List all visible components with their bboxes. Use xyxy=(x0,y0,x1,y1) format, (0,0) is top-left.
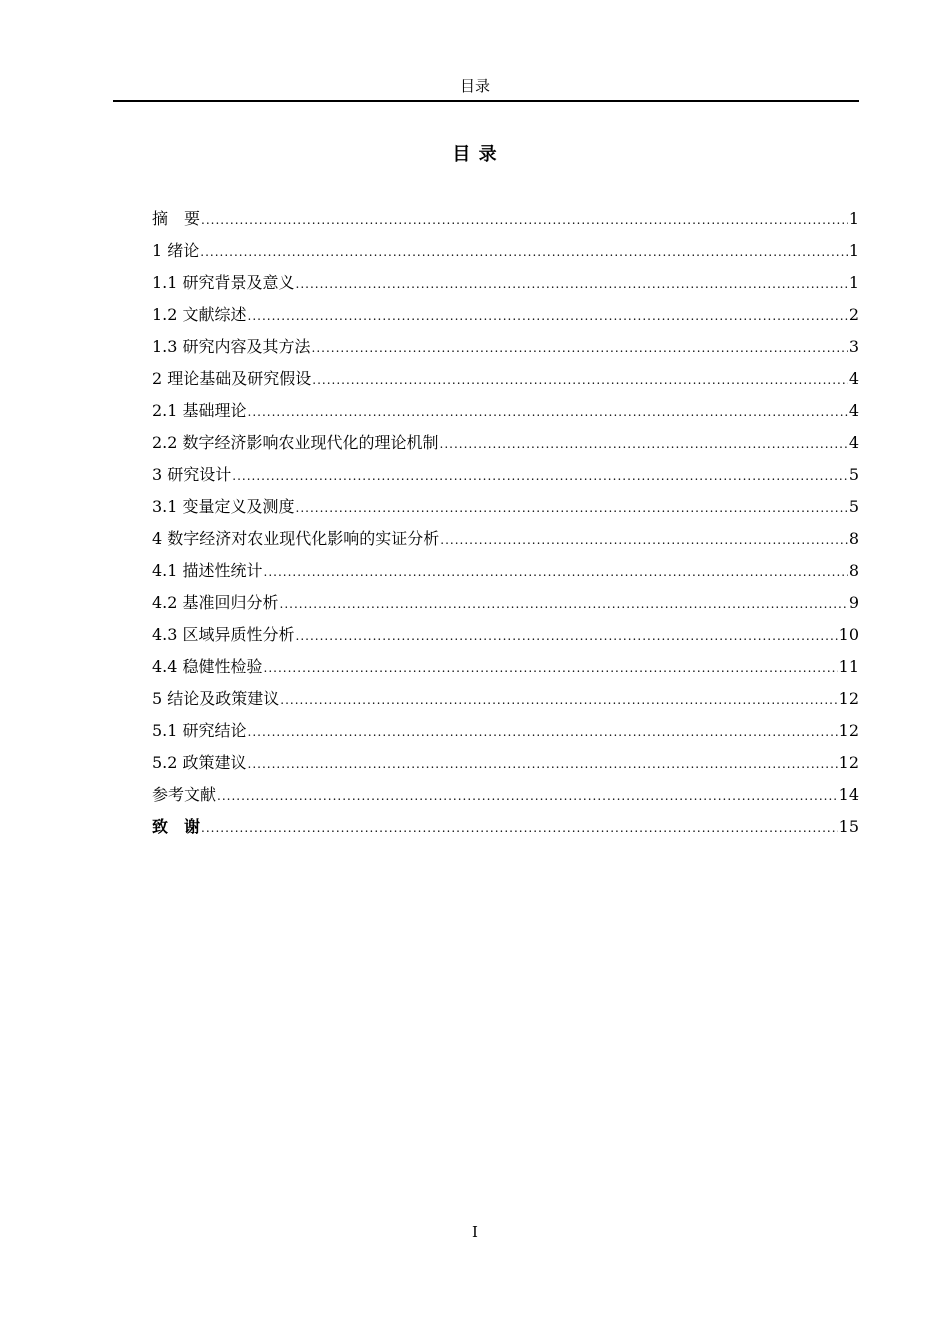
toc-leader-dots xyxy=(440,523,848,555)
toc-entry-page: 14 xyxy=(838,785,859,804)
toc-entry-page: 15 xyxy=(838,817,859,836)
page-number: I xyxy=(472,1223,478,1241)
toc-entry-section-1-3[interactable] xyxy=(152,331,859,363)
toc-entry-label: 1.3 研究内容及其方法 xyxy=(152,337,311,356)
toc-entry-page: 12 xyxy=(838,753,859,772)
toc-entry-label: 3 研究设计 xyxy=(152,465,232,484)
toc-entry-page: 8 xyxy=(848,529,859,548)
toc-entry-page: 4 xyxy=(848,401,859,420)
toc-entry-label: 3.1 变量定义及测度 xyxy=(152,497,295,516)
toc-entry-label: 4.3 区域异质性分析 xyxy=(152,625,295,644)
toc-leader-dots xyxy=(296,619,838,651)
toc-entry-label: 5 结论及政策建议 xyxy=(152,689,280,708)
toc-entry-chapter-2[interactable] xyxy=(152,363,859,395)
toc-entry-section-1-1[interactable] xyxy=(152,267,859,299)
toc-entry-label: 5.1 研究结论 xyxy=(152,721,247,740)
toc-entry-page: 4 xyxy=(848,369,859,388)
running-header: 目录 xyxy=(459,77,490,95)
toc-leader-dots xyxy=(201,203,848,235)
toc-entry-acknowledgements[interactable] xyxy=(152,811,859,843)
header-rule xyxy=(113,100,859,102)
toc-entry-label: 2.1 基础理论 xyxy=(152,401,247,420)
toc-leader-dots xyxy=(264,555,848,587)
toc-leader-dots xyxy=(248,715,838,747)
toc-entry-chapter-3[interactable] xyxy=(152,459,859,491)
toc-leader-dots xyxy=(217,779,838,811)
table-of-contents xyxy=(152,203,859,843)
toc-entry-chapter-1[interactable] xyxy=(152,235,859,267)
toc-entry-page: 3 xyxy=(848,337,859,356)
toc-leader-dots xyxy=(264,651,838,683)
toc-entry-references[interactable] xyxy=(152,779,859,811)
toc-leader-dots xyxy=(440,427,848,459)
toc-entry-label: 4 数字经济对农业现代化影响的实证分析 xyxy=(152,529,440,548)
toc-leader-dots xyxy=(248,299,848,331)
toc-entry-page: 1 xyxy=(848,273,859,292)
toc-entry-label: 2 理论基础及研究假设 xyxy=(152,369,312,388)
toc-leader-dots xyxy=(280,587,848,619)
toc-entry-label: 5.2 政策建议 xyxy=(152,753,247,772)
toc-entry-page: 5 xyxy=(848,465,859,484)
toc-entry-page: 1 xyxy=(848,241,859,260)
toc-entry-page: 5 xyxy=(848,497,859,516)
toc-leader-dots xyxy=(296,491,848,523)
toc-entry-label: 1.1 研究背景及意义 xyxy=(152,273,295,292)
toc-entry-section-5-2[interactable] xyxy=(152,747,859,779)
toc-entry-page: 11 xyxy=(838,657,859,676)
toc-entry-abstract[interactable] xyxy=(152,203,859,235)
toc-entry-page: 4 xyxy=(848,433,859,452)
toc-entry-chapter-4[interactable] xyxy=(152,523,859,555)
toc-leader-dots xyxy=(296,267,848,299)
toc-entry-label: 2.2 数字经济影响农业现代化的理论机制 xyxy=(152,433,439,452)
toc-entry-page: 8 xyxy=(848,561,859,580)
toc-entry-label: 4.1 描述性统计 xyxy=(152,561,263,580)
toc-entry-label: 1 绪论 xyxy=(152,241,200,260)
toc-leader-dots xyxy=(312,331,848,363)
toc-entry-section-4-3[interactable] xyxy=(152,619,859,651)
toc-entry-page: 12 xyxy=(838,689,859,708)
toc-entry-section-1-2[interactable] xyxy=(152,299,859,331)
toc-entry-section-4-2[interactable] xyxy=(152,587,859,619)
toc-entry-page: 12 xyxy=(838,721,859,740)
toc-entry-section-4-4[interactable] xyxy=(152,651,859,683)
toc-leader-dots xyxy=(280,683,837,715)
toc-title: 目 录 xyxy=(452,144,498,165)
toc-entry-label: 4.4 稳健性检验 xyxy=(152,657,263,676)
toc-leader-dots xyxy=(200,235,848,267)
toc-entry-page: 2 xyxy=(848,305,859,324)
toc-entry-page: 1 xyxy=(848,209,859,228)
toc-leader-dots xyxy=(201,811,838,843)
toc-leader-dots xyxy=(248,747,838,779)
toc-entry-label: 致 谢 xyxy=(152,817,201,836)
toc-entry-section-2-2[interactable] xyxy=(152,427,859,459)
toc-entry-section-2-1[interactable] xyxy=(152,395,859,427)
toc-entry-label: 1.2 文献综述 xyxy=(152,305,247,324)
toc-leader-dots xyxy=(248,395,848,427)
toc-leader-dots xyxy=(232,459,848,491)
toc-entry-section-4-1[interactable] xyxy=(152,555,859,587)
toc-entry-page: 9 xyxy=(848,593,859,612)
toc-entry-label: 4.2 基准回归分析 xyxy=(152,593,279,612)
toc-entry-label: 摘 要 xyxy=(152,209,201,228)
toc-leader-dots xyxy=(312,363,848,395)
toc-entry-page: 10 xyxy=(838,625,859,644)
toc-entry-label: 参考文献 xyxy=(152,785,217,804)
toc-entry-section-3-1[interactable] xyxy=(152,491,859,523)
toc-entry-chapter-5[interactable] xyxy=(152,683,859,715)
toc-entry-section-5-1[interactable] xyxy=(152,715,859,747)
